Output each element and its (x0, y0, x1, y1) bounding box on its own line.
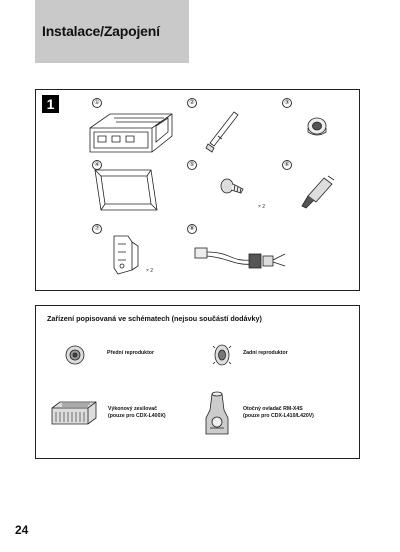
frame-icon (91, 166, 161, 216)
power-cord-icon (191, 236, 291, 276)
part-number-4: ④ (92, 160, 102, 170)
part-number-5: ⑤ (187, 160, 197, 170)
part-number-2: ② (187, 98, 197, 108)
power-amplifier-icon (48, 398, 100, 428)
front-speaker-label: Přední reproduktor (107, 350, 154, 356)
optional-devices-panel (35, 305, 360, 459)
release-key-icon (204, 108, 244, 156)
rubber-cap-icon (304, 114, 330, 138)
part-number-1: ① (92, 98, 102, 108)
mounting-sleeve-icon (86, 106, 176, 161)
part-number-8: ⑧ (187, 224, 197, 234)
page-number: 24 (15, 523, 29, 537)
part-7-quantity: × 2 (146, 268, 154, 274)
rotary-commander-label: Otočný ovladač RM-X4S (pouze pro CDX-L410/L420V) (243, 406, 314, 419)
rear-speaker-label: Zadní reproduktor (243, 350, 288, 356)
header-band (35, 0, 189, 63)
part-number-6: ⑥ (282, 160, 292, 170)
step-number-badge: 1 (42, 95, 59, 113)
page-title: Instalace/Zapojení (42, 23, 160, 39)
antenna-adaptor-icon (298, 172, 338, 212)
part-number-7: ⑦ (92, 224, 102, 234)
rotary-commander-icon (202, 390, 232, 440)
bracket-icon (108, 230, 144, 278)
supplied-parts-panel (35, 89, 360, 291)
devices-title: Zařízení popisovaná ve schématech (nejsou součástí dodávky) (47, 314, 262, 323)
screw-icon (219, 176, 245, 202)
power-amplifier-label: Výkonový zesilovač (pouze pro CDX-L400X) (108, 406, 166, 419)
part-5-quantity: × 2 (258, 204, 266, 210)
part-number-3: ③ (282, 98, 292, 108)
front-speaker-icon (64, 344, 86, 366)
rear-speaker-icon (211, 342, 233, 368)
